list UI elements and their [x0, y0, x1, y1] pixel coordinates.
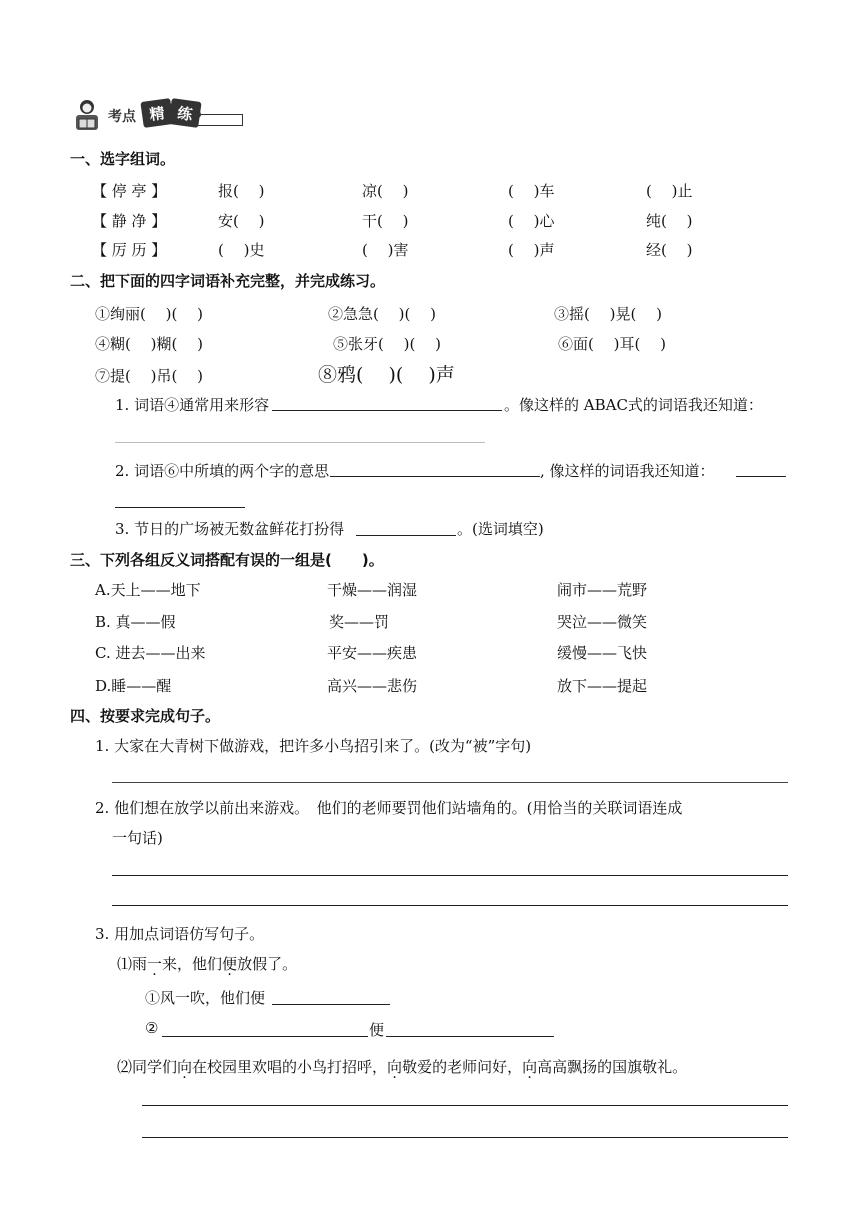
s3-row4-b: 高兴——悲伤 — [327, 677, 418, 695]
s2-q1-answer-line[interactable] — [115, 442, 485, 443]
s2-q3-text-a: 3. 节日的广场被无数盆鲜花打扮得 — [115, 520, 345, 538]
s1-row1-c3: ( )车 — [508, 182, 555, 200]
s4-q3-answer-line-1[interactable] — [142, 1105, 788, 1106]
s1-row3-c1: ( )史 — [218, 241, 265, 259]
s4-q2-answer-line-1[interactable] — [112, 875, 788, 876]
s2-q1-text-b: 。像这样的 ABAC式的词语我还知道： — [504, 396, 763, 414]
s1-row1-c1: 报( ) — [218, 182, 265, 200]
s2-idiom-6: ⑥面( )耳( ) — [558, 335, 666, 353]
s2-idiom-3: ③摇( )晃( ) — [554, 305, 662, 323]
s3-row3-c: 缓慢——飞快 — [557, 644, 648, 662]
section-1-title: 一、选字组词。 — [70, 150, 176, 168]
banner-bracket — [198, 114, 243, 126]
s4-q3-ex1-dotted-2: 便 — [222, 955, 238, 973]
s4-q3-ex2-dotted-3: 向 — [522, 1058, 538, 1076]
section-3-title: 三、下列各组反义词搭配有误的一组是( )。 — [70, 551, 384, 569]
s4-q3-ex2-m2: 敬爱的老师问好， — [402, 1058, 523, 1076]
s1-row1-c2: 凉( ) — [362, 182, 409, 200]
s4-q3-answer-line-2[interactable] — [142, 1137, 788, 1138]
kaodian-jinglian-banner — [70, 96, 246, 136]
s2-idiom-5: ⑤张牙( )( ) — [333, 335, 441, 353]
s3-row1-c: 闹市——荒野 — [557, 581, 648, 599]
s4-q3-fill-2-blank-b[interactable] — [386, 1036, 554, 1037]
s4-q2-text-b: 一句话) — [112, 829, 163, 847]
student-reading-icon — [70, 98, 104, 132]
s1-row3-label: 【 厉 历 】 — [92, 241, 167, 259]
s1-row3-c2: ( )害 — [362, 241, 409, 259]
s2-q1-text-a: 1. 词语④通常用来形容 — [115, 396, 270, 414]
s2-q2-blank[interactable] — [330, 476, 540, 477]
s1-row1-label: 【 停 亭 】 — [92, 182, 167, 200]
s4-q3-ex2-m1: 在校园里欢唱的小鸟打招呼， — [192, 1058, 388, 1076]
s2-q3-text-b: 。(选词填空) — [457, 520, 544, 538]
s2-q3-blank[interactable] — [356, 535, 456, 536]
s2-q2-text-b: , 像这样的词语我还知道： — [540, 462, 715, 480]
s3-row1-b: 干燥——润湿 — [327, 581, 418, 599]
s4-q3-fill-2-blank-a[interactable] — [162, 1036, 368, 1037]
s2-idiom-8: ⑧鸦( )( )声 — [318, 364, 455, 386]
s4-q3-ex1-mid: 来，他们 — [162, 955, 223, 973]
s2-idiom-1: ①绚丽( )( ) — [95, 305, 203, 323]
s1-row2-label: 【 静 净 】 — [92, 212, 167, 230]
banner-lian-badge: 练 — [168, 98, 201, 128]
s2-idiom-2: ②急急( )( ) — [328, 305, 436, 323]
s1-row2-c4: 纯( ) — [646, 212, 693, 230]
s4-q2-text-a: 2. 他们想在放学以前出来游戏。 他们的老师要罚他们站墙角的。(用恰当的关联词语连成 — [95, 799, 683, 817]
s3-row2-b: 奖——罚 — [329, 613, 390, 631]
s4-q3-ex1-pre: ⑴雨 — [117, 955, 148, 973]
s2-q2-text-a: 2. 词语⑥中所填的两个字的意思 — [115, 462, 330, 480]
s4-q3-ex2-dotted-2: 向 — [387, 1058, 403, 1076]
s4-q1-text: 1. 大家在大青树下做游戏，把许多小鸟招引来了。(改为“被”字句) — [95, 737, 532, 755]
s4-q2-answer-line-2[interactable] — [112, 905, 788, 906]
section-4-title: 四、按要求完成句子。 — [70, 707, 221, 725]
section-2-title: 二、把下面的四字词语补充完整，并完成练习。 — [70, 272, 386, 290]
s1-row3-c4: 经( ) — [646, 241, 693, 259]
s4-q3-fill-1-blank[interactable] — [272, 1004, 390, 1005]
s3-row2-c: 哭泣——微笑 — [557, 613, 648, 631]
s3-row4-c: 放下——提起 — [557, 677, 648, 695]
s1-row3-c3: ( )声 — [508, 241, 555, 259]
s4-q1-answer-line[interactable] — [112, 782, 788, 783]
s4-q3-fill-2-bian: 便 — [369, 1021, 385, 1039]
s3-row3-a: C. 进去——出来 — [95, 644, 206, 662]
s2-q1-blank[interactable] — [272, 410, 502, 411]
s3-row3-b: 平安——疾患 — [327, 644, 418, 662]
s1-row2-c2: 干( ) — [362, 212, 409, 230]
s1-row2-c1: 安( ) — [218, 212, 265, 230]
s4-q3-text: 3. 用加点词语仿写句子。 — [95, 925, 265, 943]
s3-row1-a: A.天上——地下 — [95, 581, 201, 599]
s1-row2-c3: ( )心 — [508, 212, 555, 230]
s3-row4-a: D.睡——醒 — [95, 677, 172, 695]
s4-q3-ex1-dotted-1: 一 — [147, 955, 163, 973]
s2-idiom-7: ⑦提( )吊( ) — [95, 367, 203, 385]
s2-q2-blank-end[interactable] — [736, 476, 786, 477]
s4-q3-ex2-m3: 高高飘扬的国旗敬礼。 — [537, 1058, 688, 1076]
s2-q2-blank-wrap[interactable] — [115, 507, 245, 508]
s4-q3-ex1-post: 放假了。 — [237, 955, 298, 973]
banner-kaodian-text: 考点 — [108, 109, 136, 125]
s4-q3-fill-2-num: ② — [145, 1019, 159, 1037]
s4-q3-ex2-dotted-1: 向 — [177, 1058, 193, 1076]
banner-jing-badge: 精 — [140, 98, 173, 128]
s4-q3-example-2 — [117, 1056, 687, 1077]
s4-q3-example-1 — [117, 953, 297, 974]
s4-q3-fill-1-text: ①风一吹，他们便 — [145, 989, 266, 1007]
s1-row1-c4: ( )止 — [646, 182, 693, 200]
s3-row2-a: B. 真——假 — [95, 613, 176, 631]
s4-q3-ex2-pre: ⑵同学们 — [117, 1058, 178, 1076]
s2-idiom-4: ④糊( )糊( ) — [95, 335, 203, 353]
